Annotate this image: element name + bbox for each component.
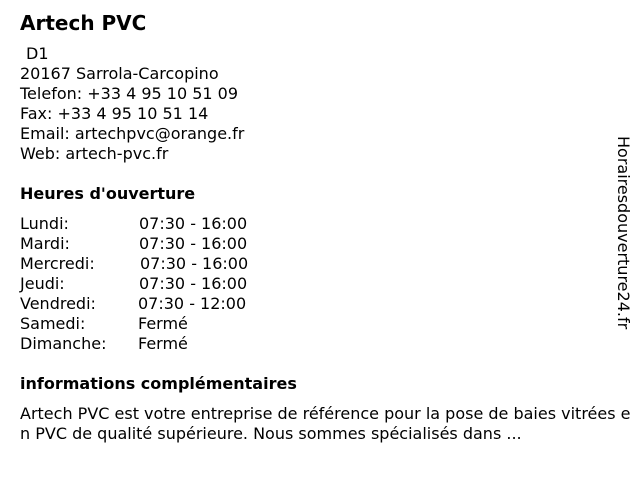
time-value: 07:30 - 16:00 — [140, 254, 249, 273]
phone-number[interactable]: Telefon: +33 4 95 10 51 09 — [20, 84, 239, 103]
business-name: Artech PVC — [20, 11, 147, 35]
day-label: Dimanche: — [20, 334, 107, 353]
additional-info-heading: informations complémentaires — [20, 374, 297, 393]
day-label: Vendredi: — [20, 294, 96, 313]
time-value: 07:30 - 16:00 — [139, 214, 248, 233]
time-value: 07:30 - 12:00 — [138, 294, 247, 313]
time-value: Fermé — [138, 334, 188, 353]
fax-number: Fax: +33 4 95 10 51 14 — [20, 104, 209, 123]
day-label: Mercredi: — [20, 254, 95, 273]
address-city: 20167 Sarrola-Carcopino — [20, 64, 219, 83]
email-address[interactable]: Email: artechpvc@orange.fr — [20, 124, 245, 143]
opening-hours-heading: Heures d'ouverture — [20, 184, 196, 203]
day-label: Lundi: — [20, 214, 69, 233]
address-street: D1 — [26, 44, 49, 63]
website-link[interactable]: Web: artech-pvc.fr — [20, 144, 169, 163]
day-label: Jeudi: — [20, 274, 65, 293]
day-label: Mardi: — [20, 234, 70, 253]
time-value: 07:30 - 16:00 — [139, 274, 248, 293]
time-value: Fermé — [138, 314, 188, 333]
business-description: Artech PVC est votre entreprise de référence pour la pose de baies vitrées en PVC de qualité supérieure. Nous sommes spécialisés dans ... — [20, 404, 631, 443]
time-value: 07:30 - 16:00 — [139, 234, 248, 253]
day-label: Samedi: — [20, 314, 86, 333]
site-watermark: Horairesdouverture24.fr — [614, 136, 633, 330]
